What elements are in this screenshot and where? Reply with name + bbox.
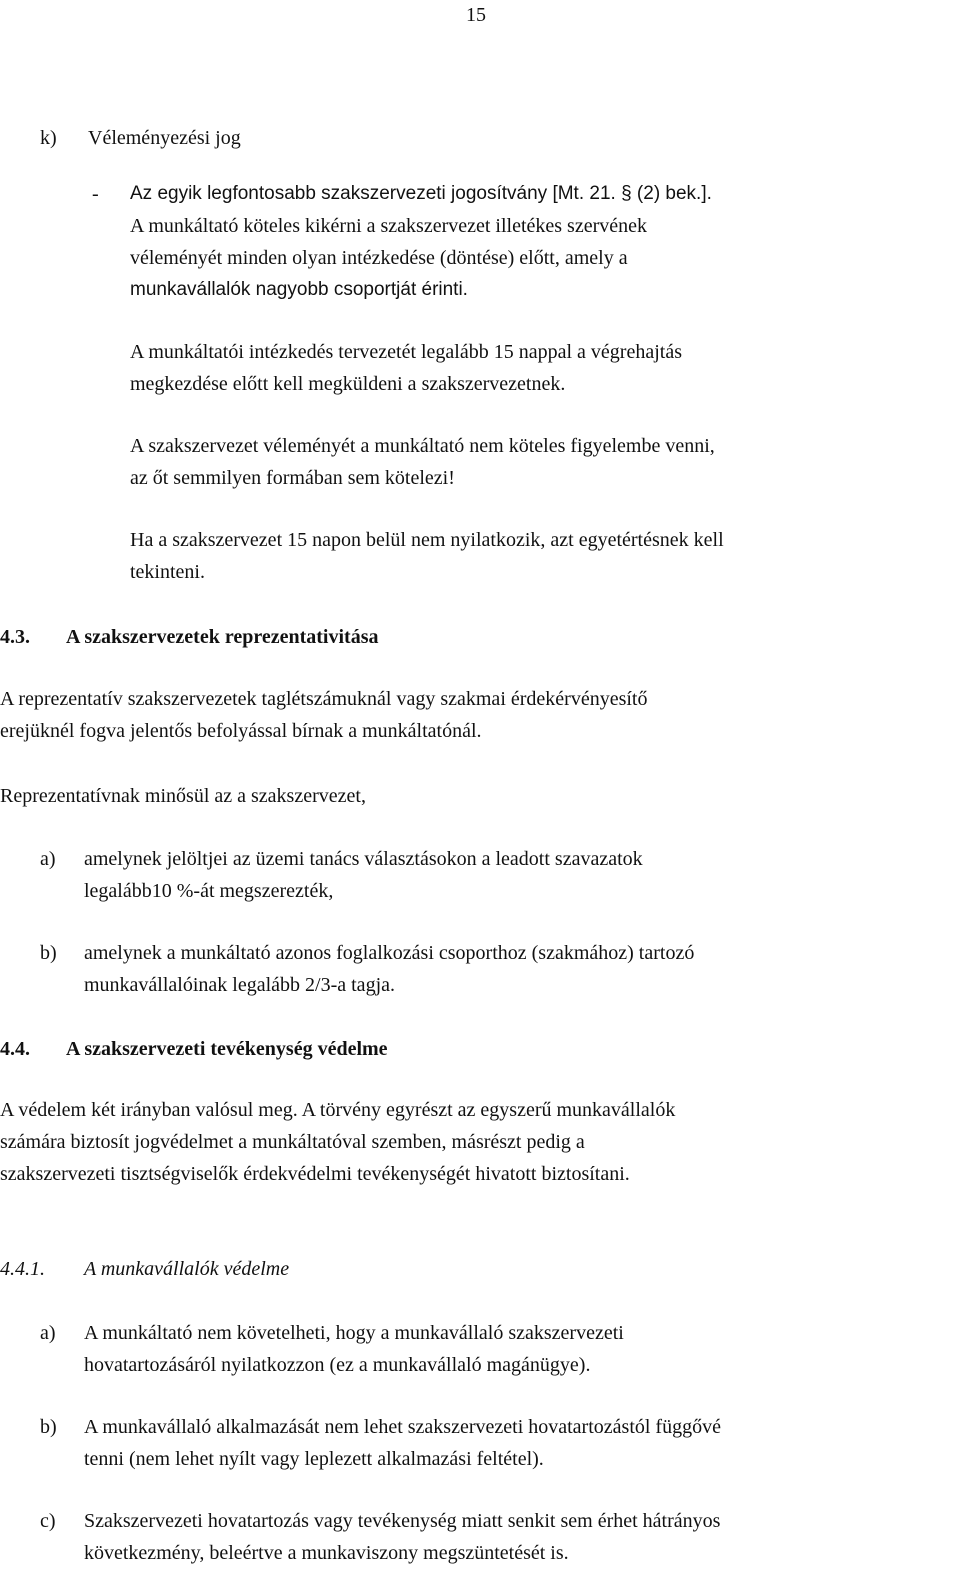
paragraph-line: az őt semmilyen formában sem kötelezi! — [130, 467, 455, 489]
list-item-line: tenni (nem lehet nyílt vagy leplezett alkalmazási feltétel). — [84, 1448, 544, 1470]
list-marker: b) — [40, 942, 57, 964]
list-item-line: amelynek jelöltjei az üzemi tanács választásokon a leadott szavazatok — [84, 848, 643, 870]
list-item-line: legalább10 %-át megszerezték, — [84, 880, 334, 902]
section-title: A szakszervezeti tevékenység védelme — [66, 1038, 388, 1060]
dash-marker: - — [92, 183, 99, 205]
paragraph-line: A munkáltatói intézkedés tervezetét legalább 15 nappal a végrehajtás — [130, 341, 682, 363]
list-marker: k) — [40, 127, 57, 149]
paragraph-line: Reprezentatívnak minősül az a szakszervezet, — [0, 785, 366, 807]
list-item-line: amelynek a munkáltató azonos foglalkozási csoporthoz (szakmához) tartozó — [84, 942, 695, 964]
list-marker: b) — [40, 1416, 57, 1438]
list-marker: c) — [40, 1510, 56, 1532]
paragraph-line: tekinteni. — [130, 561, 205, 583]
paragraph-line: Az egyik legfontosabb szakszervezeti jogosítvány [Mt. 21. § (2) bek.]. — [130, 183, 712, 204]
section-heading: Véleményezési jog — [88, 127, 241, 149]
paragraph-line: Ha a szakszervezet 15 napon belül nem nyilatkozik, azt egyetértésnek kell — [130, 529, 724, 551]
paragraph-line: véleményét minden olyan intézkedése (döntése) előtt, amely a — [130, 247, 628, 269]
paragraph-line: munkavállalók nagyobb csoportját érinti. — [130, 279, 468, 300]
subsection-title: A munkavállalók védelme — [84, 1258, 290, 1280]
paragraph-line: erejüknél fogva jelentős befolyással bírnak a munkáltatónál. — [0, 720, 482, 742]
section-title: A szakszervezetek reprezentativitása — [66, 626, 379, 648]
paragraph-line: A szakszervezet véleményét a munkáltató nem köteles figyelembe venni, — [130, 435, 715, 457]
list-item-line: munkavállalóinak legalább 2/3-a tagja. — [84, 974, 395, 996]
list-item-line: hovatartozásáról nyilatkozzon (ez a munkavállaló magánügye). — [84, 1354, 591, 1376]
paragraph-line: A munkáltató köteles kikérni a szakszervezet illetékes szervének — [130, 215, 648, 237]
paragraph-line: A reprezentatív szakszervezetek taglétszámuknál vagy szakmai érdekérvényesítő — [0, 688, 648, 710]
paragraph-line: szakszervezeti tisztségviselők érdekvédelmi tevékenységét hivatott biztosítani. — [0, 1163, 630, 1185]
list-item-line: A munkavállaló alkalmazását nem lehet szakszervezeti hovatartozástól függővé — [84, 1416, 721, 1438]
paragraph-line: számára biztosít jogvédelmet a munkáltatóval szemben, másrészt pedig a — [0, 1131, 585, 1153]
section-number: 4.4. — [0, 1038, 30, 1060]
list-item-line: A munkáltató nem követelheti, hogy a munkavállaló szakszervezeti — [84, 1322, 624, 1344]
list-item-line: Szakszervezeti hovatartozás vagy tevékenység miatt senkit sem érhet hátrányos — [84, 1510, 721, 1532]
section-number: 4.3. — [0, 626, 30, 648]
paragraph-line: megkezdése előtt kell megküldeni a szakszervezetnek. — [130, 373, 566, 395]
list-marker: a) — [40, 1322, 56, 1344]
list-marker: a) — [40, 848, 56, 870]
page-number: 15 — [466, 4, 486, 26]
subsection-number: 4.4.1. — [0, 1258, 45, 1280]
paragraph-line: A védelem két irányban valósul meg. A törvény egyrészt az egyszerű munkavállalók — [0, 1099, 676, 1121]
list-item-line: következmény, beleértve a munkaviszony megszüntetését is. — [84, 1542, 569, 1564]
